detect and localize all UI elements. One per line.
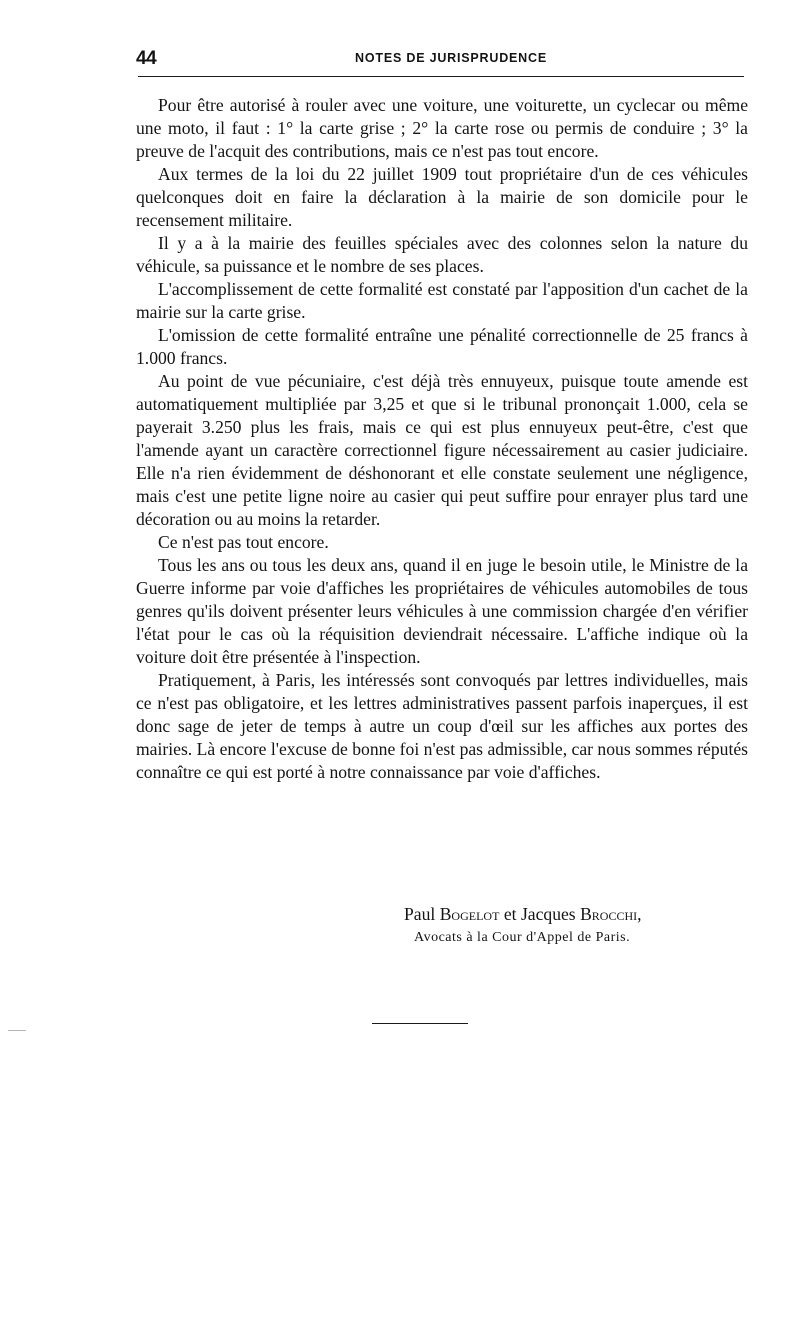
coauthor-first-name: Jacques (520, 904, 576, 924)
paragraph-penalty: L'omission de cette formalité entraîne une pénalité correctionnelle de 25 francs à 1.000 francs. (136, 325, 748, 368)
paragraph-stamp: L'accomplissement de cette formalité est constaté par l'apposition d'un cachet de la mairie sur la carte grise. (136, 279, 748, 322)
page-number: 44 (136, 48, 157, 69)
author-last-name: Bogelot (439, 904, 500, 924)
author-first-name: Paul (404, 904, 436, 924)
paragraph-documents-required: Pour être autorisé à rouler avec une voiture, une voiturette, un cyclecar ou même une moto, il faut : 1° la carte grise ; 2° la carte rose ou permis de conduire ; 3° la preuve de l'acquit des contributions, mais ce n'est pas tout encore. (136, 95, 748, 161)
author-affiliation: Avocats à la Cour d'Appel de Paris. (414, 930, 631, 945)
header-rule (138, 76, 744, 77)
coauthor-last-name: Brocchi (580, 904, 638, 924)
paragraph-minister-notice: Tous les ans ou tous les deux ans, quand il en juge le besoin utile, le Ministre de la Guerre informe par voie d'affiches les propriétaires de véhicules automobiles de tous genres qu'ils doivent présenter leurs véhicules à une commission chargée d'en vérifier l'état pour le cas où la réquisition deviendrait nécessaire. L'affiche indique où la voiture doit être présentée à l'inspection. (136, 555, 748, 667)
running-title: NOTES DE JURISPRUDENCE (355, 51, 547, 65)
paragraph-pecuniary: Au point de vue pécuniaire, c'est déjà très ennuyeux, puisque toute amende est automatiquement multipliée par 3,25 et que si le tribunal prononçait 1.000, cela se payerait 3.250 plus les frais, mais ce qui est plus ennuyeux peut-être, c'est que l'amende ayant un caractère correctionnel figure nécessairement au casier judiciaire. Elle n'a rien évidemment de déshonorant et elle constate seulement une négligence, mais c'est une petite ligne noire au casier qui peut suffire pour enrayer plus tard une décoration ou au moins la retarder. (136, 371, 748, 529)
signature-conjunction: et (503, 904, 517, 924)
article-body (136, 94, 748, 784)
margin-mark (8, 1030, 26, 1031)
signature-punctuation: , (637, 904, 642, 924)
paragraph-not-all: Ce n'est pas tout encore. (158, 532, 329, 552)
page-header (136, 46, 746, 72)
end-rule (372, 1023, 468, 1024)
signature (404, 903, 642, 926)
paragraph-special-sheets: Il y a à la mairie des feuilles spéciales avec des colonnes selon la nature du véhicule, sa puissance et le nombre de ses places. (136, 233, 748, 276)
paragraph-practical: Pratiquement, à Paris, les intéressés sont convoqués par lettres individuelles, mais ce n'est pas obligatoire, et les lettres administratives passent parfois inaperçues, il est donc sage de jeter de temps à autre un coup d'œil sur les affiches aux portes des mairies. Là encore l'excuse de bonne foi n'est pas admissible, car nous sommes réputés connaître ce qui est porté à notre connaissance par voie d'affiches. (136, 670, 748, 782)
paragraph-law-1909: Aux termes de la loi du 22 juillet 1909 tout propriétaire d'un de ces véhicules quelconques doit en faire la déclaration à la mairie de son domicile pour le recensement militaire. (136, 164, 748, 230)
